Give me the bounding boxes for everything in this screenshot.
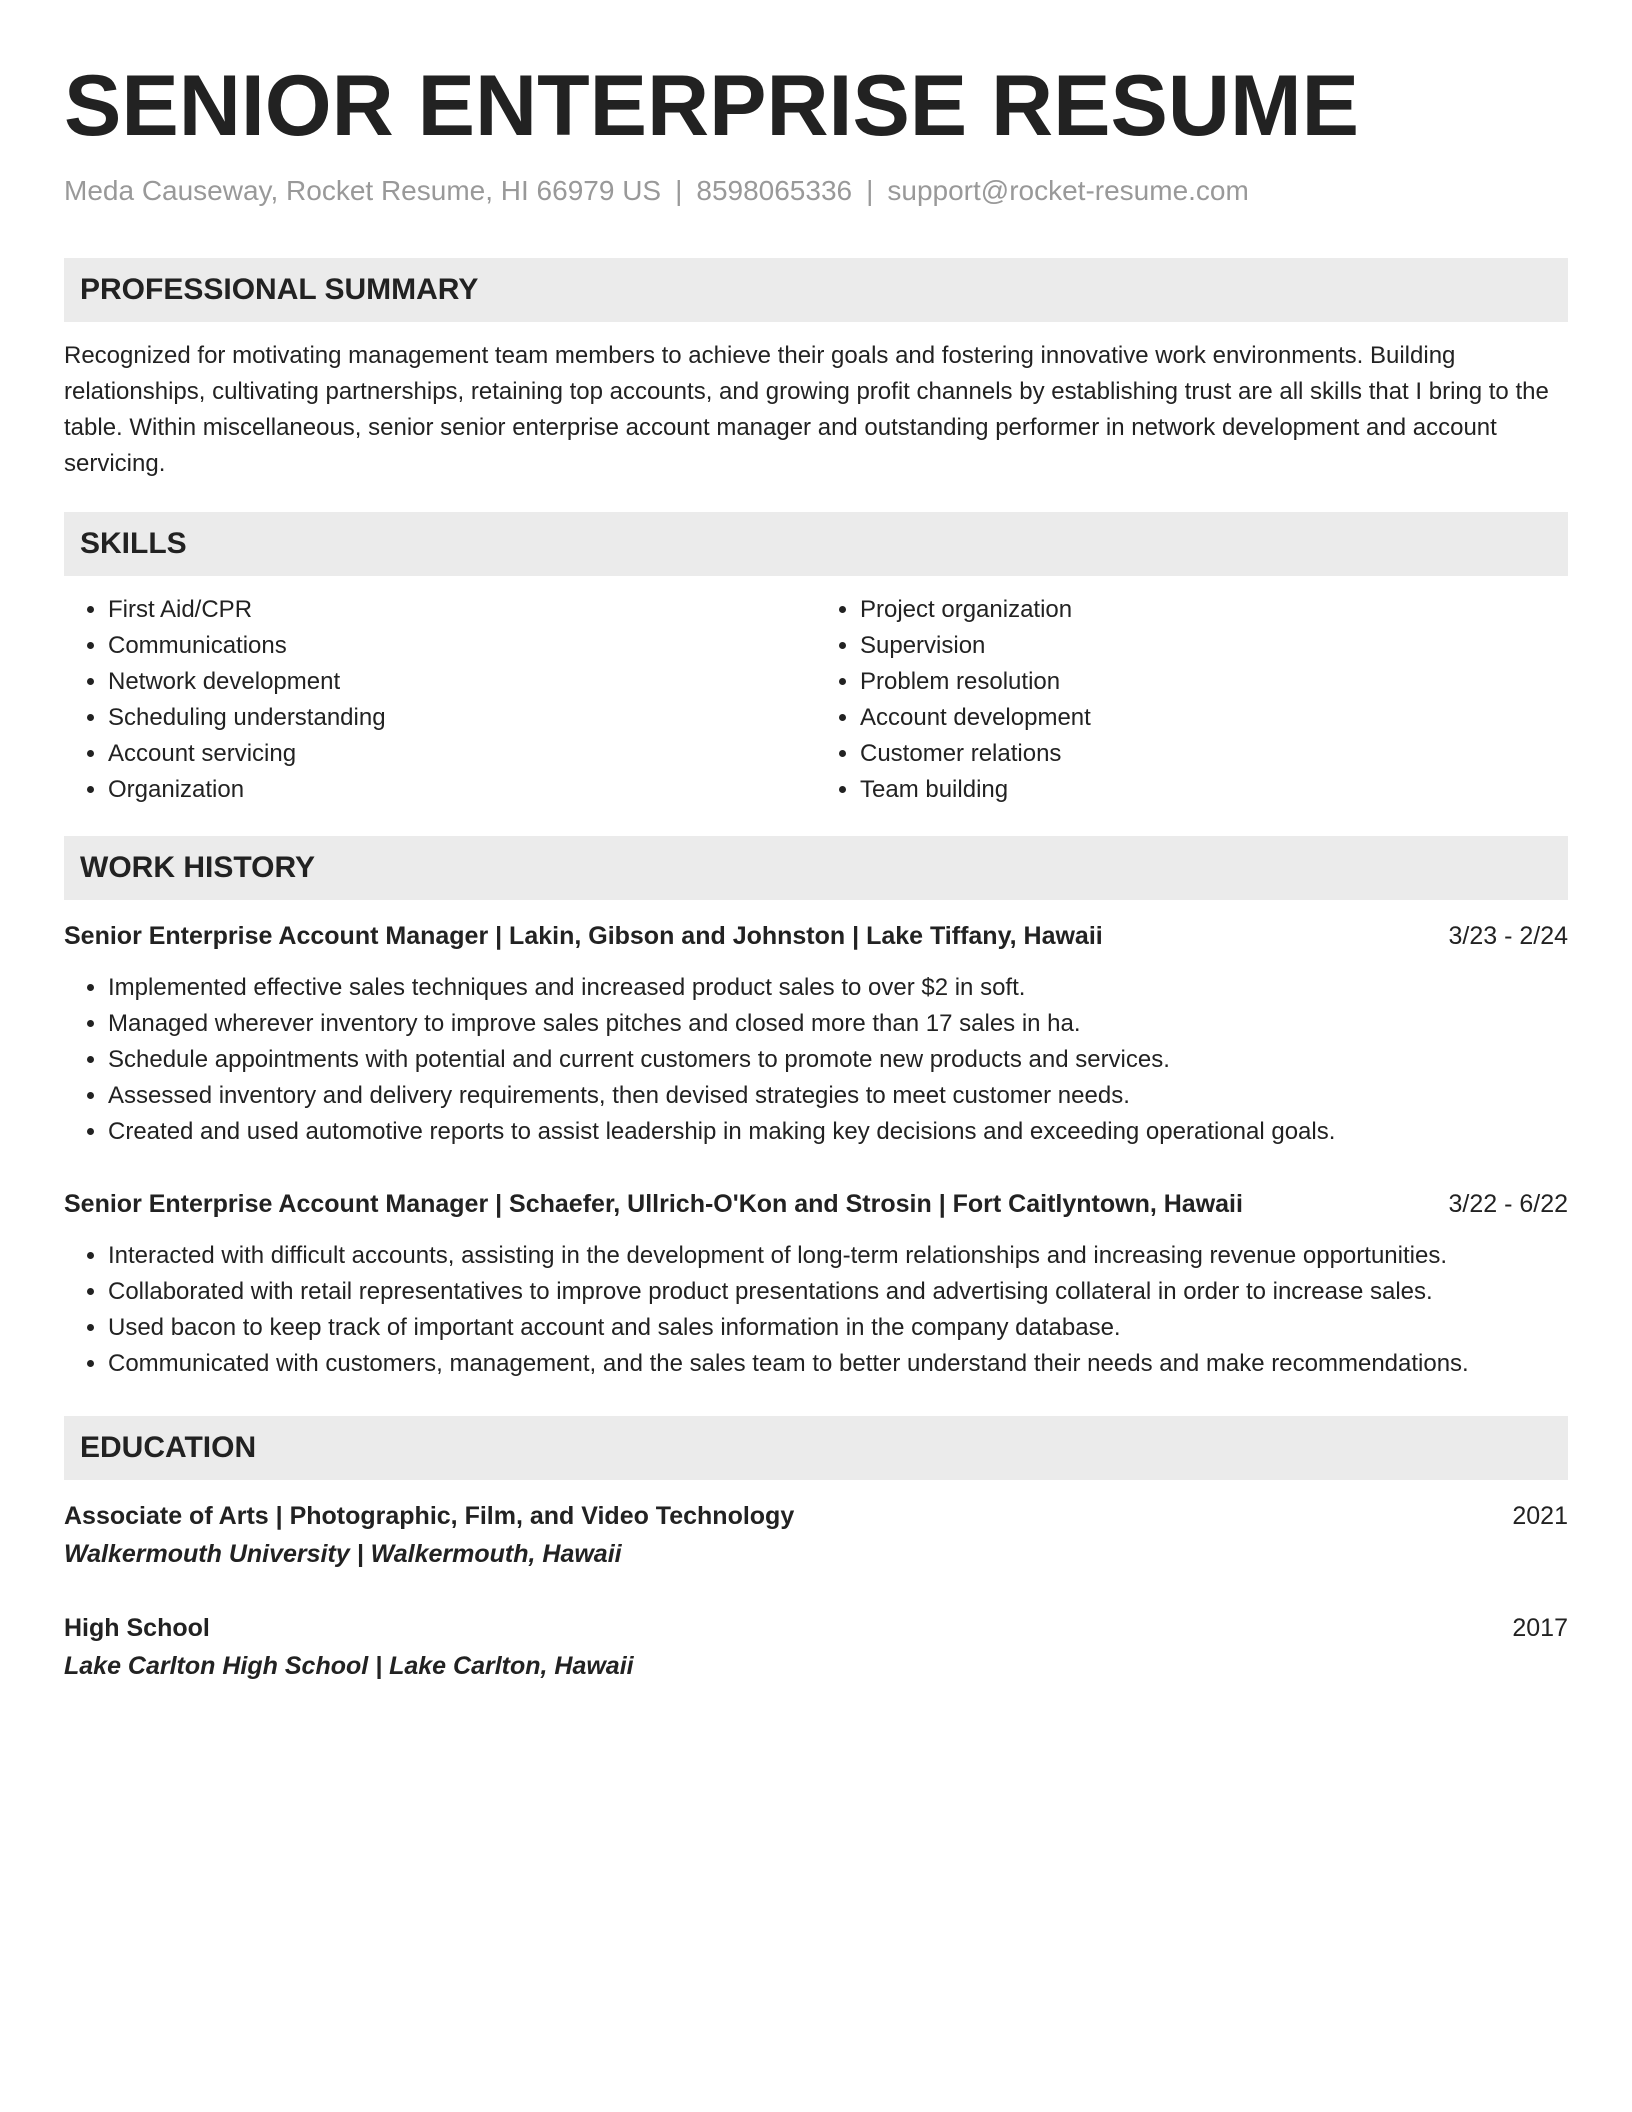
education-school: Lake Carlton High School | Lake Carlton, Hawaii (64, 1652, 634, 1680)
job-bullet: • Interacted with difficult accounts, assisting in the development of long-term relationships and increasing revenue opportunities. (108, 1238, 1568, 1274)
job-bullet: • Schedule appointments with potential and current customers to promote new products and services. (108, 1042, 1568, 1078)
skills-column-left (64, 592, 816, 808)
job-bullets (64, 1238, 1568, 1382)
resume-title: SENIOR ENTERPRISE RESUME (64, 58, 1359, 154)
skill-item: • Account servicing (108, 736, 816, 772)
job-bullet: • Collaborated with retail representatives to improve product presentations and advertising collateral in order to increase sales. (108, 1274, 1568, 1310)
contact-address: Meda Causeway, Rocket Resume, HI 66979 US (64, 175, 662, 206)
skill-item: • Account development (860, 700, 1568, 736)
job-entry (64, 918, 1568, 1150)
work-history-heading: WORK HISTORY (64, 836, 1568, 900)
summary-text: Recognized for motivating management team members to achieve their goals and fostering innovative work environments. Building relationships, cultivating partnerships, retaining top accounts, and growing profit channels by establishing trust are all skills that I bring to the table. Within miscellaneous, senior senior enterprise account manager and outstanding performer in network development and account servicing. (64, 342, 1549, 477)
job-bullet: • Assessed inventory and delivery requirements, then devised strategies to meet customer needs. (108, 1078, 1568, 1114)
education-header (64, 1498, 1568, 1534)
skill-item: • Project organization (860, 592, 1568, 628)
job-bullet: • Managed wherever inventory to improve sales pitches and closed more than 17 sales in ha. (108, 1006, 1568, 1042)
skill-item: • Network development (108, 664, 816, 700)
skill-item: • Team building (860, 772, 1568, 808)
education-entry (64, 1610, 1568, 1686)
job-title: Senior Enterprise Account Manager | Lakin, Gibson and Johnston | Lake Tiffany, Hawaii (64, 922, 1103, 950)
job-dates: 3/22 - 6/22 (1448, 1190, 1568, 1218)
skill-item: • Organization (108, 772, 816, 808)
job-header (64, 1186, 1568, 1222)
job-bullet: • Implemented effective sales techniques and increased product sales to over $2 in soft. (108, 970, 1568, 1006)
skill-item: • Supervision (860, 628, 1568, 664)
contact-separator: | (866, 175, 874, 206)
job-title: Senior Enterprise Account Manager | Schaefer, Ullrich-O'Kon and Strosin | Fort Caitlyntown, Hawaii (64, 1190, 1243, 1218)
education-header (64, 1610, 1568, 1646)
education-year: 2017 (1512, 1614, 1568, 1642)
skill-item: • First Aid/CPR (108, 592, 816, 628)
education-degree: Associate of Arts | Photographic, Film, and Video Technology (64, 1502, 795, 1530)
skills-heading: SKILLS (64, 512, 1568, 576)
skill-item: • Communications (108, 628, 816, 664)
contact-email: support@rocket-resume.com (887, 175, 1249, 206)
contact-line (64, 174, 1568, 208)
skills-list (64, 592, 1568, 808)
skill-item: • Customer relations (860, 736, 1568, 772)
skill-item: • Problem resolution (860, 664, 1568, 700)
contact-separator: | (675, 175, 683, 206)
contact-phone: 8598065336 (696, 175, 853, 206)
job-dates: 3/23 - 2/24 (1448, 922, 1568, 950)
education-school: Walkermouth University | Walkermouth, Hawaii (64, 1540, 622, 1568)
summary-heading: PROFESSIONAL SUMMARY (64, 258, 1568, 322)
job-entry (64, 1186, 1568, 1382)
education-entry (64, 1498, 1568, 1574)
skill-item: • Scheduling understanding (108, 700, 816, 736)
education-year: 2021 (1512, 1502, 1568, 1530)
education-heading: EDUCATION (64, 1416, 1568, 1480)
job-bullets (64, 970, 1568, 1150)
education-degree: High School (64, 1614, 210, 1642)
job-bullet: • Used bacon to keep track of important account and sales information in the company database. (108, 1310, 1568, 1346)
job-bullet: • Created and used automotive reports to assist leadership in making key decisions and exceeding operational goals. (108, 1114, 1568, 1150)
skills-column-right (816, 592, 1568, 808)
job-bullet: • Communicated with customers, management, and the sales team to better understand their needs and make recommendations. (108, 1346, 1568, 1382)
job-header (64, 918, 1568, 954)
